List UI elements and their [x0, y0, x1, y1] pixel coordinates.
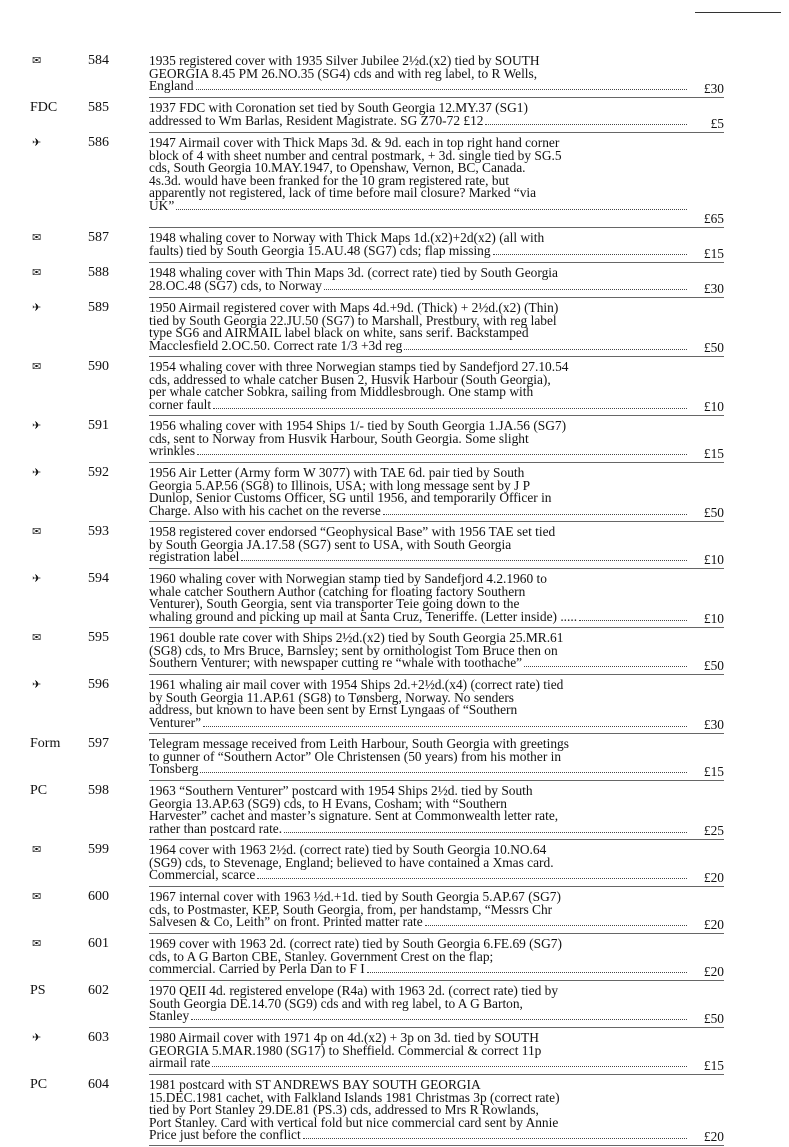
lot-price: £20	[703, 917, 724, 933]
leader-dots	[191, 1018, 687, 1020]
envelope-icon: ✉	[32, 361, 42, 373]
envelope-icon: ✉	[32, 232, 42, 244]
description-line: 1981 postcard with ST ANDREWS BAY SOUTH GEORGIA	[149, 1077, 481, 1092]
description-last-line	[149, 197, 721, 213]
description-line: Port Stanley. Card with vertical fold but nice commercial card sent by Annie	[149, 1114, 559, 1130]
description-line: 1954 whaling cover with three Norwegian stamps tied by Sandefjord 27.10.54	[149, 359, 569, 374]
leader-dots	[524, 665, 687, 667]
description-line: block of 4 with sheet number and central postmark, + 3d. single tied by SG.5	[149, 147, 562, 163]
separator-rule	[149, 839, 724, 840]
lot-price: £15	[703, 1058, 724, 1074]
description-line: UK”	[149, 197, 175, 213]
separator-rule	[149, 227, 724, 228]
lot-price: £10	[703, 552, 724, 568]
description-line: 1960 whaling cover with Norwegian stamp tied by Sandefjord 4.2.1960 to	[149, 571, 547, 586]
lot-row	[0, 570, 789, 627]
description-line: Venturer”	[149, 714, 202, 730]
leader-dots	[213, 407, 687, 409]
description-line: 4s.3d. would have been franked for the 10 gram registered rate, but	[149, 172, 509, 188]
description-last-line	[149, 916, 721, 929]
lot-description	[149, 891, 721, 929]
separator-rule	[149, 886, 724, 887]
lot-price: £50	[703, 505, 724, 521]
lot-number: 603	[88, 1030, 109, 1045]
lot-number: 594	[88, 571, 109, 586]
lot-number: 604	[88, 1077, 109, 1092]
description-line: 1967 internal cover with 1963 ½d.+1d. tied by South Georgia 5.AP.67 (SG7)	[149, 889, 561, 904]
lot-row	[0, 523, 789, 568]
envelope-icon: ✉	[32, 526, 42, 538]
lot-number: 600	[88, 889, 109, 904]
lot-description	[149, 679, 721, 730]
description-last-line	[149, 396, 721, 412]
lot-row	[0, 52, 789, 97]
description-line: faults) tied by South Georgia 15.AU.48 (SG7) cds; flap missing	[149, 242, 491, 258]
leader-dots	[176, 208, 687, 210]
description-line: cds, South Georgia 10.MAY.1947, to Openshaw, Vernon, BC, Canada.	[149, 160, 526, 176]
description-line: 1958 registered cover endorsed “Geophysical Base” with 1956 TAE set tied	[149, 524, 556, 539]
description-last-line	[149, 337, 721, 353]
lot-row	[0, 676, 789, 733]
description-last-line	[149, 551, 721, 564]
description-line: commercial. Carried by Perla Dan to F I	[149, 961, 365, 977]
lot-row	[0, 888, 789, 933]
lot-row	[0, 629, 789, 674]
description-line: cds, to A G Barton CBE, Stanley. Government Crest on the flap;	[149, 948, 494, 964]
description-line: cds, to Postmaster, KEP, South Georgia, from, per handstamp, “Messrs Chr	[149, 901, 553, 917]
lot-row	[0, 417, 789, 462]
lot-type-label: FDC	[30, 100, 58, 115]
description-last-line	[149, 820, 721, 836]
lot-number: 597	[88, 736, 109, 751]
description-last-line	[149, 1057, 721, 1070]
envelope-icon: ✉	[32, 267, 42, 279]
envelope-icon: ✉	[32, 938, 42, 950]
leader-dots	[367, 971, 687, 973]
lot-number: 595	[88, 630, 109, 645]
leader-dots	[196, 88, 687, 90]
description-line: 1935 registered cover with 1935 Silver Jubilee 2½d.(x2) tied by SOUTH	[149, 53, 540, 68]
lot-row	[0, 1029, 789, 1074]
separator-rule	[149, 415, 724, 416]
description-line: 1964 cover with 1963 2½d. (correct rate) tied by South Georgia 10.NO.64	[149, 842, 547, 857]
envelope-icon: ✉	[32, 55, 42, 67]
description-last-line	[149, 502, 721, 518]
lot-list	[0, 52, 789, 1147]
leader-dots	[404, 348, 687, 350]
separator-rule	[149, 733, 724, 734]
description-last-line	[149, 80, 721, 93]
top-rule	[695, 12, 781, 13]
envelope-icon: ✉	[32, 891, 42, 903]
envelope-icon: ✉	[32, 632, 42, 644]
airmail-icon: ✈	[32, 302, 42, 314]
separator-rule	[149, 1145, 724, 1146]
description-line: GEORGIA 5.MAR.1980 (SG17) to Sheffield. Commercial & correct 11p	[149, 1042, 542, 1058]
description-line: registration label	[149, 549, 240, 565]
separator-rule	[149, 521, 724, 522]
description-line: cds, sent to Norway from Husvik Harbour, South Georgia. Some slight	[149, 430, 529, 446]
description-line: 1937 FDC with Coronation set tied by South Georgia 12.MY.37 (SG1)	[149, 100, 528, 115]
lot-row	[0, 982, 789, 1027]
leader-dots	[212, 1065, 687, 1067]
description-line: 1969 cover with 1963 2d. (correct rate) tied by South Georgia 6.FE.69 (SG7)	[149, 936, 562, 951]
description-line: tied by South Georgia 22.JU.50 (SG7) to Marshall, Prestbury, with reg label	[149, 312, 557, 328]
separator-rule	[149, 1027, 724, 1028]
leader-dots	[425, 924, 687, 926]
lot-row	[0, 264, 789, 297]
lot-price: £15	[703, 764, 724, 780]
leader-dots	[303, 1137, 687, 1139]
description-line: 1980 Airmail cover with 1971 4p on 4d.(x2) + 3p on 3d. tied by SOUTH	[149, 1030, 539, 1045]
lot-number: 593	[88, 524, 109, 539]
lot-number: 589	[88, 300, 109, 315]
lot-description	[149, 1032, 721, 1070]
lot-description	[149, 985, 721, 1023]
lot-row	[0, 464, 789, 521]
lot-description	[149, 738, 721, 776]
description-line: address, but known to have been sent by Ernst Lyngaas of “Southern	[149, 702, 518, 718]
lot-price: £20	[703, 1129, 724, 1145]
lot-price: £20	[703, 870, 724, 886]
lot-price: £10	[703, 399, 724, 415]
lot-price: £30	[703, 281, 724, 297]
lot-number: 596	[88, 677, 109, 692]
lot-row	[0, 1076, 789, 1145]
description-line: wrinkles	[149, 443, 196, 459]
separator-rule	[149, 297, 724, 298]
description-line: per whale catcher Sobkra, sailing from Middlesbrough. One stamp with	[149, 384, 534, 400]
airmail-icon: ✈	[32, 573, 42, 585]
description-line: Stanley	[149, 1008, 190, 1024]
description-last-line	[149, 112, 721, 128]
description-line: South Georgia DE.14.70 (SG9) cds and with reg label, to A G Barton,	[149, 995, 523, 1011]
separator-rule	[149, 674, 724, 675]
airmail-icon: ✈	[32, 137, 42, 149]
lot-number: 584	[88, 53, 109, 68]
lot-price: £30	[703, 81, 724, 97]
lot-type-label: PC	[30, 783, 48, 798]
lot-number: 599	[88, 842, 109, 857]
description-last-line	[149, 445, 721, 458]
separator-rule	[149, 568, 724, 569]
lot-number: 602	[88, 983, 109, 998]
description-line: addressed to Wm Barlas, Resident Magistrate. SG Z70-72 £12	[149, 112, 484, 128]
lot-type-label: Form	[30, 736, 61, 751]
lot-description	[149, 1079, 721, 1142]
lot-description	[149, 573, 721, 624]
lot-number: 585	[88, 100, 109, 115]
description-line: Macclesfield 2.OC.50. Correct rate 1/3 +3d reg	[149, 337, 403, 353]
description-line: airmail rate	[149, 1055, 211, 1071]
description-last-line	[149, 608, 721, 624]
lot-price: £5	[710, 116, 724, 132]
leader-dots	[241, 559, 687, 561]
lot-number: 587	[88, 230, 109, 245]
description-last-line	[149, 869, 721, 882]
description-last-line	[149, 714, 721, 730]
lot-price: £20	[703, 964, 724, 980]
lot-description	[149, 267, 721, 293]
separator-rule	[149, 627, 724, 628]
lot-row	[0, 782, 789, 839]
lot-description	[149, 361, 721, 412]
separator-rule	[149, 1074, 724, 1075]
separator-rule	[149, 933, 724, 934]
separator-rule	[149, 980, 724, 981]
lot-row	[0, 841, 789, 886]
separator-rule	[149, 262, 724, 263]
lot-price: £25	[703, 823, 724, 839]
lot-row	[0, 134, 789, 227]
lot-type-label: PC	[30, 1077, 48, 1092]
description-line: Georgia 13.AP.63 (SG9) cds, to H Evans, Cosham; with “Southern	[149, 795, 507, 811]
lot-description	[149, 137, 721, 213]
description-line: Price just before the conflict	[149, 1127, 301, 1143]
description-line: Southern Venturer; with newspaper cutting re “whale with toothache”	[149, 655, 523, 671]
lot-price: £15	[703, 246, 724, 262]
lot-description	[149, 420, 721, 458]
description-last-line	[149, 277, 721, 293]
lot-number: 598	[88, 783, 109, 798]
lot-number: 588	[88, 265, 109, 280]
description-line: 1947 Airmail cover with Thick Maps 3d. & 9d. each in top right hand corner	[149, 135, 560, 150]
description-last-line	[149, 963, 721, 976]
lot-number: 601	[88, 936, 109, 951]
airmail-icon: ✈	[32, 467, 42, 479]
separator-rule	[149, 356, 724, 357]
lot-description	[149, 302, 721, 353]
lot-description	[149, 632, 721, 670]
description-line: 1961 whaling air mail cover with 1954 Ships 2d.+2½d.(x4) (correct rate) tied	[149, 677, 564, 692]
description-last-line	[149, 242, 721, 258]
leader-dots	[200, 771, 687, 773]
lot-description	[149, 232, 721, 258]
lot-price: £10	[703, 611, 724, 627]
lot-price: £65	[703, 211, 724, 227]
airmail-icon: ✈	[32, 1032, 42, 1044]
lot-price: £15	[703, 446, 724, 462]
lot-description	[149, 938, 721, 976]
leader-dots	[579, 619, 687, 621]
leader-dots	[284, 831, 687, 833]
lot-row	[0, 935, 789, 980]
description-line: Tonsberg	[149, 761, 199, 777]
leader-dots	[203, 725, 687, 727]
lot-number: 591	[88, 418, 109, 433]
description-line: 1956 Air Letter (Army form W 3077) with TAE 6d. pair tied by South	[149, 465, 525, 480]
description-last-line	[149, 763, 721, 776]
description-line: Charge. Also with his cachet on the reverse	[149, 502, 381, 518]
description-line: 15.DEC.1981 cachet, with Falkland Islands 1981 Christmas 3p (correct rate)	[149, 1089, 560, 1105]
lot-number: 592	[88, 465, 109, 480]
lot-description	[149, 102, 721, 128]
description-line: 1963 “Southern Venturer” postcard with 1954 Ships 2½d. tied by South	[149, 783, 533, 798]
description-line: by South Georgia 11.AP.61 (SG8) to Tønsberg, Norway. No senders	[149, 689, 514, 705]
description-line: England	[149, 78, 194, 94]
separator-rule	[149, 780, 724, 781]
description-line: tied by Port Stanley 29.DE.81 (PS.3) cds, addressed to Mrs R Rowlands,	[149, 1102, 539, 1118]
description-line: 1970 QEII 4d. registered envelope (R4a) with 1963 2d. (correct rate) tied by	[149, 983, 559, 998]
lot-row	[0, 358, 789, 415]
separator-rule	[149, 97, 724, 98]
description-line: Telegram message received from Leith Harbour, South Georgia with greetings	[149, 736, 569, 751]
description-last-line	[149, 1129, 721, 1142]
description-line: 1961 double rate cover with Ships 2½d.(x2) tied by South Georgia 25.MR.61	[149, 630, 564, 645]
lot-description	[149, 844, 721, 882]
lot-row	[0, 99, 789, 132]
description-line: Salvesen & Co, Leith” on front. Printed matter rate	[149, 914, 423, 930]
description-line: by South Georgia JA.17.58 (SG7) sent to USA, with South Georgia	[149, 536, 512, 552]
description-line: 1948 whaling cover with Thin Maps 3d. (correct rate) tied by South Georgia	[149, 265, 558, 280]
description-line: 28.OC.48 (SG7) cds, to Norway	[149, 277, 322, 293]
lot-description	[149, 55, 721, 93]
separator-rule	[149, 132, 724, 133]
leader-dots	[485, 123, 687, 125]
lot-row	[0, 735, 789, 780]
description-line: rather than postcard rate.	[149, 820, 283, 836]
separator-rule	[149, 462, 724, 463]
leader-dots	[383, 513, 687, 515]
lot-price: £50	[703, 340, 724, 356]
lot-price: £50	[703, 1011, 724, 1027]
leader-dots	[257, 877, 687, 879]
description-line: to gunner of “Southern Actor” Ole Christensen (50 years) from his mother in	[149, 748, 562, 764]
description-last-line	[149, 1010, 721, 1023]
envelope-icon: ✉	[32, 844, 42, 856]
lot-price: £50	[703, 658, 724, 674]
description-line: 1950 Airmail registered cover with Maps 4d.+9d. (Thick) + 2½d.(x2) (Thin)	[149, 300, 559, 315]
description-line: 1956 whaling cover with 1954 Ships 1/- tied by South Georgia 1.JA.56 (SG7)	[149, 418, 567, 433]
airmail-icon: ✈	[32, 679, 42, 691]
lot-row	[0, 229, 789, 262]
description-line: Dunlop, Senior Customs Officer, SG until 1956, and temporarily Officer in	[149, 490, 552, 506]
description-last-line	[149, 657, 721, 670]
lot-number: 586	[88, 135, 109, 150]
lot-description	[149, 526, 721, 564]
description-line: corner fault	[149, 396, 212, 412]
description-line: (SG9) cds, to Stevenage, England; believed to have contained a Xmas card.	[149, 854, 554, 870]
airmail-icon: ✈	[32, 420, 42, 432]
leader-dots	[493, 253, 687, 255]
leader-dots	[324, 288, 687, 290]
description-line: apparently not registered, lack of time before mail closure? Marked “via	[149, 185, 537, 201]
lot-description	[149, 785, 721, 836]
description-line: Harvester” cachet and master’s signature. Sent at Commonwealth letter rate,	[149, 808, 559, 824]
description-line: whale catcher Southern Author (catching for floating factory Southern	[149, 583, 526, 599]
lot-price: £30	[703, 717, 724, 733]
description-line: Venturer), South Georgia, sent via transporter Teie going down to the	[149, 596, 520, 612]
description-line: Commercial, scarce	[149, 867, 256, 883]
description-line: whaling ground and picking up mail at Santa Cruz, Teneriffe. (Letter inside) .....	[149, 608, 578, 624]
lot-row	[0, 299, 789, 356]
description-line: GEORGIA 8.45 PM 26.NO.35 (SG4) cds and with reg label, to R Wells,	[149, 65, 538, 81]
description-line: 1948 whaling cover to Norway with Thick Maps 1d.(x2)+2d(x2) (all with	[149, 230, 545, 245]
lot-number: 590	[88, 359, 109, 374]
description-line: type SG6 and AIRMAIL label black on white, sans serif. Backstamped	[149, 325, 529, 341]
description-line: (SG8) cds, to Mrs Bruce, Barnsley; sent by ornithologist Tom Bruce then on	[149, 642, 558, 658]
lot-type-label: PS	[30, 983, 46, 998]
lot-description	[149, 467, 721, 518]
description-line: Georgia 5.AP.56 (SG8) to Illinois, USA; with long message sent by J P	[149, 477, 531, 493]
description-line: cds, addressed to whale catcher Busen 2, Husvik Harbour (South Georgia),	[149, 371, 551, 387]
leader-dots	[197, 453, 687, 455]
